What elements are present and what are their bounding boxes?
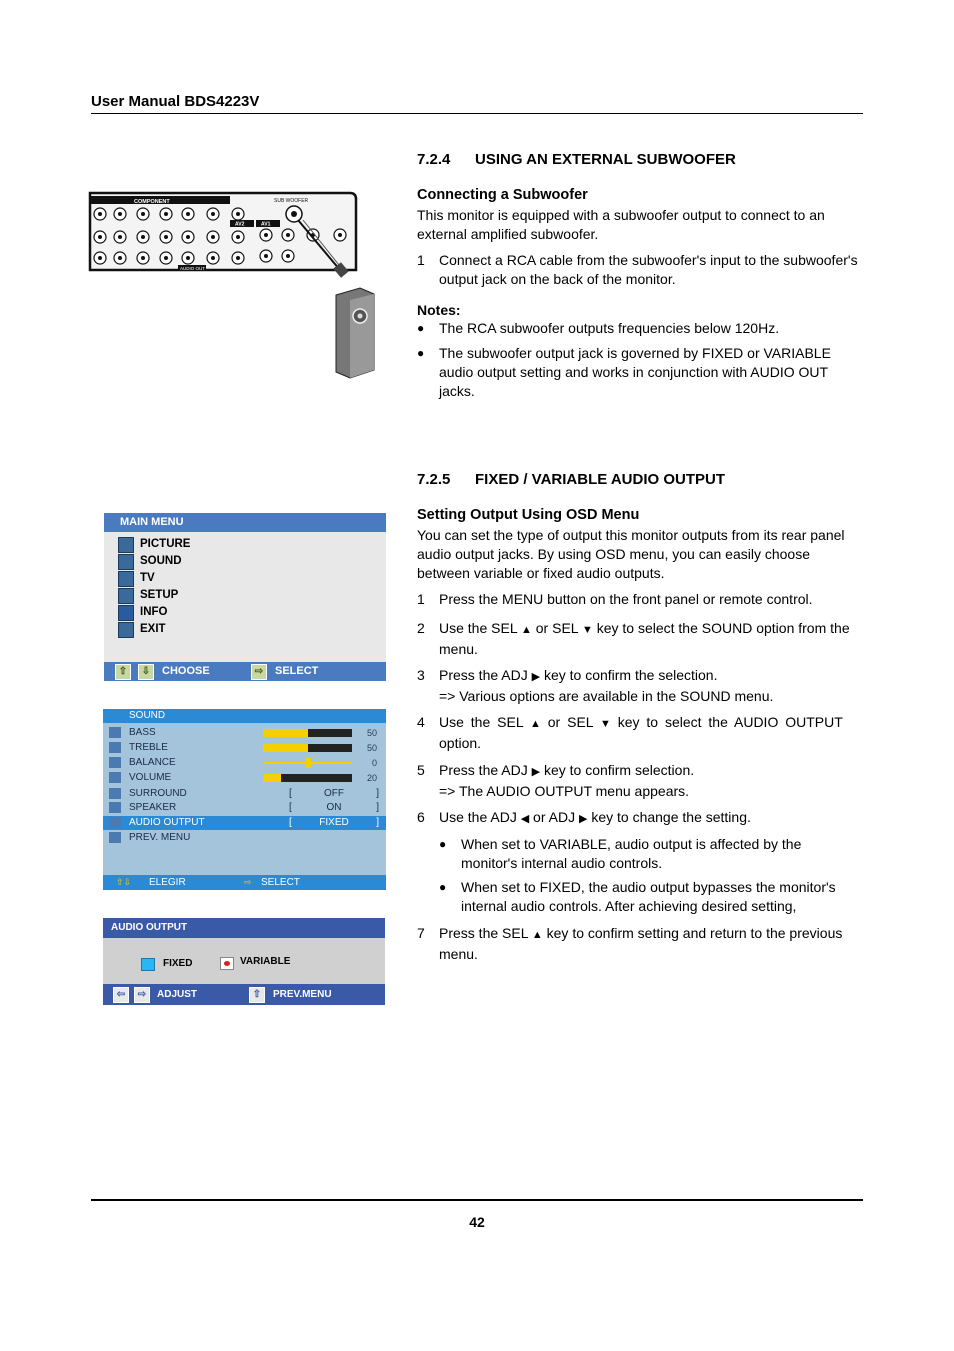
right-arrow-icon: ▶ xyxy=(578,813,588,825)
row-label: TREBLE xyxy=(129,742,168,753)
sound-row-surround[interactable] xyxy=(103,787,386,801)
row-label: BASS xyxy=(129,727,156,738)
bass-value: 50 xyxy=(366,728,377,738)
balance-value: 0 xyxy=(371,758,377,768)
subheading-osd: Setting Output Using OSD Menu xyxy=(417,507,640,523)
step-text-part: Use the SEL xyxy=(439,620,521,636)
down-arrow-icon: ⇩ xyxy=(138,664,154,680)
bullet-text: When set to FIXED, the audio output bypasses the monitor's internal audio controls. After achieving desired setting, xyxy=(461,879,836,914)
variable-indicator[interactable] xyxy=(220,957,234,970)
tv-icon xyxy=(118,571,134,587)
av1-label: AV1 xyxy=(261,221,271,228)
treble-value: 50 xyxy=(366,743,377,753)
step-text xyxy=(439,924,862,964)
main-menu-footer xyxy=(104,662,386,681)
volume-value: 20 xyxy=(366,773,377,783)
audio-output-title-text: AUDIO OUTPUT xyxy=(111,922,188,933)
sound-row-audio-output[interactable] xyxy=(103,816,386,830)
step-1 xyxy=(417,590,862,609)
menu-item-label: EXIT xyxy=(140,623,166,635)
audio-output-menu-title xyxy=(103,918,385,938)
step-text: Press the MENU button on the front panel or remote control. xyxy=(439,591,813,607)
choose-label: CHOOSE xyxy=(162,665,210,677)
up-down-arrow-icon: ⇧⇩ xyxy=(116,877,132,887)
step-number: 2 xyxy=(417,620,425,636)
bracket: [ xyxy=(289,788,292,799)
speaker-icon xyxy=(109,802,121,813)
step-text-part: or SEL xyxy=(540,714,600,730)
step-result: => The AUDIO OUTPUT menu appears. xyxy=(439,783,690,799)
footer-rule xyxy=(91,1199,863,1201)
step-text-part: key to confirm the selection. xyxy=(540,667,718,683)
step-number: 4 xyxy=(417,714,425,730)
step-text xyxy=(439,713,862,753)
note-text: The subwoofer output jack is governed by FIXED or VARIABLE audio output setting and works in conjunction with AUDIO OUT jacks. xyxy=(439,345,831,399)
fixed-option-label[interactable]: FIXED xyxy=(163,958,193,969)
up-arrow-icon: ▲ xyxy=(520,624,532,636)
sound-row-balance[interactable] xyxy=(103,756,386,770)
step-text-part: or SEL xyxy=(531,620,582,636)
note-text: The RCA subwoofer outputs frequencies below 120Hz. xyxy=(439,320,780,336)
adjust-label: ADJUST xyxy=(157,989,198,1000)
step-text: Connect a RCA cable from the subwoofer's input to the subwoofer's output jack on the back of the monitor. xyxy=(439,252,858,287)
step-text-part: Press the ADJ xyxy=(439,762,532,778)
setup-icon xyxy=(118,588,134,604)
bullet-icon: ● xyxy=(417,321,425,335)
menu-item-label: SETUP xyxy=(140,589,179,601)
step-number: 7 xyxy=(417,925,425,941)
balance-slider xyxy=(263,762,352,764)
audio-output-value: FIXED xyxy=(319,817,349,828)
section-heading-audio-output xyxy=(417,471,725,488)
step-5 xyxy=(417,761,862,801)
bracket: ] xyxy=(376,802,379,813)
step-text-part: or ADJ xyxy=(529,809,579,825)
treble-icon xyxy=(109,742,121,753)
right-arrow-icon: ▶ xyxy=(531,766,541,778)
section-heading-subwoofer xyxy=(417,151,736,168)
bass-icon xyxy=(109,727,121,738)
up-arrow-icon: ⇧ xyxy=(249,987,265,1003)
menu-item-label: PICTURE xyxy=(140,538,191,550)
rear-panel-illustration xyxy=(88,190,388,382)
balance-knob[interactable] xyxy=(306,758,311,768)
menu-item-label: TV xyxy=(140,572,155,584)
section-number: 7.2.5 xyxy=(417,471,451,488)
bracket: ] xyxy=(376,788,379,799)
select-label: SELECT xyxy=(275,665,319,677)
step-6-bullet xyxy=(439,835,861,873)
step-text xyxy=(439,761,862,801)
up-arrow-icon: ▲ xyxy=(529,718,541,730)
step-6-bullet xyxy=(439,878,861,916)
step-number: 5 xyxy=(417,762,425,778)
note-item xyxy=(417,319,862,338)
picture-icon xyxy=(118,537,134,553)
step-1 xyxy=(417,251,862,289)
fixed-indicator[interactable] xyxy=(141,958,155,971)
bullet-icon: ● xyxy=(439,880,447,894)
step-text-part: key to confirm setting and return to the previous menu. xyxy=(439,925,843,962)
step-text xyxy=(439,619,862,659)
step-number: 1 xyxy=(417,252,425,268)
step-result: => Various options are available in the SOUND menu. xyxy=(439,688,774,704)
level-fill xyxy=(263,729,308,737)
step-text-part: key to confirm selection. xyxy=(540,762,695,778)
surround-icon xyxy=(109,788,121,799)
step-6 xyxy=(417,808,862,829)
left-arrow-icon: ⇦ xyxy=(113,987,129,1003)
step-number: 6 xyxy=(417,809,425,825)
row-label: SPEAKER xyxy=(129,802,177,813)
exit-icon xyxy=(118,622,134,638)
step-4 xyxy=(417,713,862,753)
bracket: [ xyxy=(289,817,292,828)
right-arrow-icon: ⇨ xyxy=(244,877,252,887)
page-number: 42 xyxy=(469,1214,485,1230)
section-number: 7.2.4 xyxy=(417,151,451,168)
bullet-icon: ● xyxy=(417,346,425,360)
bass-level-bar xyxy=(263,729,352,737)
bullet-text: When set to VARIABLE, audio output is affected by the monitor's internal audio controls. xyxy=(461,836,802,871)
paragraph-intro: This monitor is equipped with a subwoofer output to connect to an external amplified subwoofer. xyxy=(417,207,825,242)
variable-option-label[interactable]: VARIABLE xyxy=(240,956,291,967)
up-arrow-icon: ▲ xyxy=(531,929,543,941)
sound-menu-title xyxy=(103,709,386,723)
notes-label: Notes: xyxy=(417,302,461,318)
speaker-value: ON xyxy=(326,802,342,813)
bracket: [ xyxy=(289,802,292,813)
sound-icon xyxy=(118,554,134,570)
treble-level-bar xyxy=(263,744,352,752)
main-menu-title xyxy=(104,513,386,532)
prev-menu-label: PREV.MENU xyxy=(273,989,332,1000)
up-arrow-icon: ⇧ xyxy=(115,664,131,680)
step-text-part: key to change the setting. xyxy=(587,809,751,825)
sound-row-speaker[interactable] xyxy=(103,801,386,815)
sound-row-bass[interactable] xyxy=(103,726,386,740)
step-3 xyxy=(417,666,862,706)
row-label: SURROUND xyxy=(129,788,187,799)
component-label: COMPONENT xyxy=(134,199,170,205)
balance-icon xyxy=(109,757,121,768)
audio-output-menu-footer xyxy=(103,984,385,1005)
sound-row-treble[interactable] xyxy=(103,741,386,755)
paragraph-osd-intro: You can set the type of output this monitor outputs from its rear panel audio output jacks. By using OSD menu, you can easily choose between variable or fixed audio outputs. xyxy=(417,527,845,581)
bullet-icon: ● xyxy=(439,837,447,851)
level-fill xyxy=(263,774,281,782)
prev-menu-icon xyxy=(109,832,121,843)
step-text-part: Use the ADJ xyxy=(439,809,521,825)
audio-output-menu-osd xyxy=(103,918,385,1005)
info-icon xyxy=(118,605,134,621)
select-label: SELECT xyxy=(261,877,300,888)
step-text-part: Press the ADJ xyxy=(439,667,532,683)
choose-label: ELEGIR xyxy=(149,877,186,888)
row-label: AUDIO OUTPUT xyxy=(129,817,205,828)
document-header: User Manual BDS4223V xyxy=(91,93,260,110)
left-arrow-icon: ◀ xyxy=(520,813,530,825)
audio-output-icon xyxy=(109,817,121,828)
step-text xyxy=(439,808,862,829)
right-arrow-icon: ⇨ xyxy=(251,664,267,680)
row-label: BALANCE xyxy=(129,757,176,768)
volume-level-bar xyxy=(263,774,352,782)
down-arrow-icon: ▼ xyxy=(599,718,611,730)
row-label: VOLUME xyxy=(129,772,172,783)
subheading-connecting: Connecting a Subwoofer xyxy=(417,187,588,203)
level-fill xyxy=(263,744,308,752)
subwoofer-label: SUB WOOFER xyxy=(274,198,309,204)
menu-item-label: INFO xyxy=(140,606,168,618)
sound-menu-footer xyxy=(103,875,386,890)
step-7 xyxy=(417,924,862,964)
step-text-part: key to select the AUDIO OUTPUT option. xyxy=(439,714,843,751)
step-number: 3 xyxy=(417,667,425,683)
main-menu-osd xyxy=(104,513,386,681)
header-rule xyxy=(91,113,863,114)
right-arrow-icon: ⇨ xyxy=(134,987,150,1003)
menu-item-label: SOUND xyxy=(140,555,182,567)
sound-menu-osd xyxy=(103,709,386,890)
step-text xyxy=(439,666,862,706)
down-arrow-icon: ▼ xyxy=(581,624,593,636)
section-title: FIXED / VARIABLE AUDIO OUTPUT xyxy=(475,471,726,488)
sound-row-volume[interactable] xyxy=(103,771,386,785)
audio-out-label: AUDIO OUT xyxy=(180,266,206,271)
bracket: ] xyxy=(376,817,379,828)
section-title: USING AN EXTERNAL SUBWOOFER xyxy=(475,151,736,168)
main-menu-title-text: MAIN MENU xyxy=(120,516,184,528)
volume-icon xyxy=(109,772,121,783)
step-text-part: key to select the SOUND option from the menu. xyxy=(439,620,850,657)
step-text-part: Press the SEL xyxy=(439,925,532,941)
sound-row-prev-menu[interactable] xyxy=(103,831,386,845)
row-label: PREV. MENU xyxy=(129,832,191,843)
surround-value: OFF xyxy=(324,788,344,799)
step-text-part: Use the SEL xyxy=(439,714,530,730)
right-arrow-icon: ▶ xyxy=(531,671,541,683)
av2-label: AV2 xyxy=(235,221,245,228)
step-number: 1 xyxy=(417,591,425,607)
step-2 xyxy=(417,619,862,659)
sound-menu-title-text: SOUND xyxy=(129,710,166,721)
note-item xyxy=(417,344,862,401)
